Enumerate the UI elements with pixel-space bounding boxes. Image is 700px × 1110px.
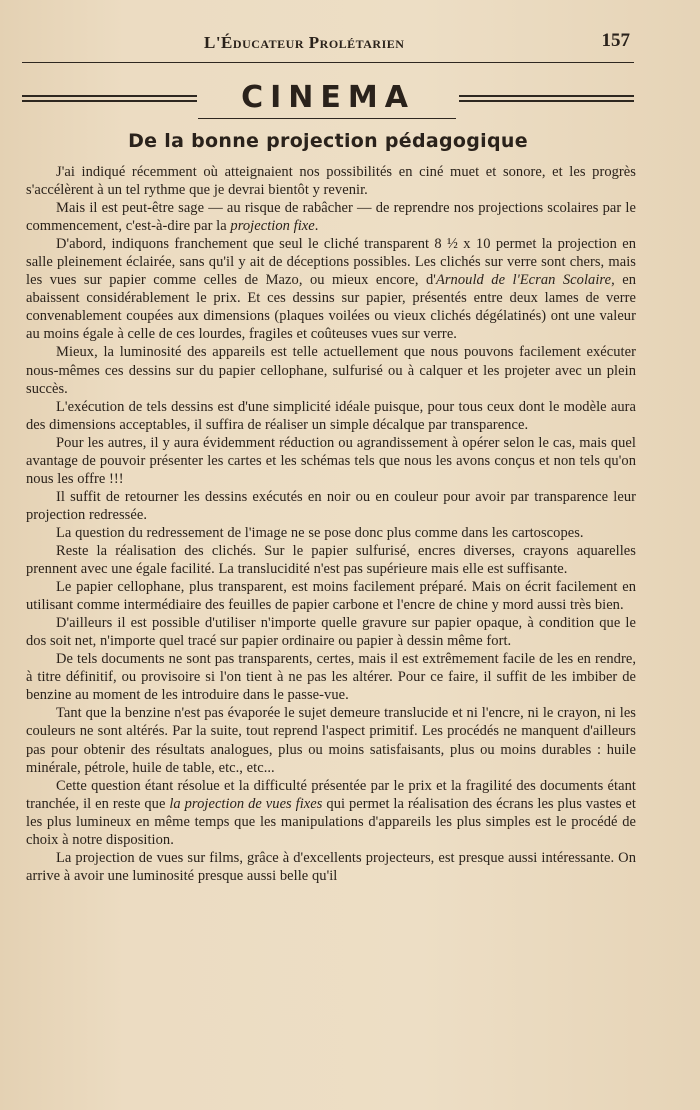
body-paragraph: D'abord, indiquons franchement que seul le cliché transparent 8 ½ x 10 permet la projection en salle pleinement éclairée, sans qu'il y ait de déceptions possibles. Les clichés sur verre sont chers, mais les vues sur papier comme celles de Mazo, ou mieux encore, d'Arnould de l'Ecran Scolaire, en abaissent considérablement le prix. Et ces dessins sur papier, présentés entre deux lames de verre convenablement coupées aux dimensions (plaques voilées ou vieux clichés dégélatinés) ont une valeur au moins égale à celle de ces lourdes, fragiles et coûteuses vues sur verre. [26,236,636,343]
body-paragraph: Tant que la benzine n'est pas évaporée le sujet demeure translucide et ni l'encre, ni le crayon, ni les couleurs ne sont altérés. Par la suite, tout reprend l'aspect primitif. Les procédés ne manquent d'ailleurs pas pour obtenir des résultats analogues, plus ou moins satisfaisants, plus ou moins durables : huile minérale, pétrole, huile de table, etc., etc... [26,705,636,776]
body-paragraph: Mieux, la luminosité des appareils est telle actuellement que nous pouvons facilement exécuter nous-mêmes ces dessins sur du papier cellophane, sulfurisé ou à calquer et les projeter avec un plein succès. [26,344,636,397]
body-paragraph: Il suffit de retourner les dessins exécutés en noir ou en couleur pour avoir par transparence leur projection redressée. [26,488,636,523]
body-paragraph: Le papier cellophane, plus transparent, est moins facilement préparé. Mais on écrit facilement en utilisant comme intermédiaire des feuilles de papier carbone et l'encre de chine y mord aussi très bien. [26,579,636,614]
body-paragraph: Mais il est peut-être sage — au risque de rabâcher — de reprendre nos projections scolaires par le commencement, c'est-à-dire par la projection fixe. [26,200,636,235]
section-heading [22,80,634,124]
body-paragraph: Pour les autres, il y aura évidemment réduction ou agrandissement à opérer selon le cas, mais quel avantage de pouvoir présenter les cartes et les schémas tels que nous les avons conçus et non tels qu'on nous les offre !!! [26,434,636,487]
body-paragraph: D'ailleurs il est possible d'utiliser n'importe quelle gravure sur papier opaque, à condition que le dos soit net, n'importe quel tracé sur papier ordinaire ou papier à dessin même fort. [26,615,636,650]
section-title: CINEMA [241,80,415,115]
body-paragraph: Cette question étant résolue et la difficulté présentée par le prix et la fragilité des documents étant tranchée, il en reste que la projection de vues fixes qui permet la réalisation des écrans les plus vastes et les plus lumineux en même temps que les manipulations d'appareils les plus simples est le procédé de choix à notre disposition. [26,777,636,848]
article-body [26,163,636,885]
body-paragraph: Reste la réalisation des clichés. Sur le papier sulfurisé, encres diverses, crayons aquarelles prennent avec une égale facilité. La translucidité n'est pas supérieure mais elle est suffisante. [26,542,636,578]
italic-text: Arnould de l'Ecran Scolaire [435,272,612,289]
title-rule-left [22,95,197,102]
body-paragraph: J'ai indiqué récemment où atteignaient nos possibilités en ciné muet et sonore, et les progrès s'accélèrent à un tel rythme que je devrai bientôt y revenir. [26,164,636,199]
italic-text: projection fixe [230,218,315,235]
title-rule-right [459,95,634,102]
body-paragraph: De tels documents ne sont pas transparents, certes, mais il est extrêmement facile de les en rendre, à titre définitif, ou provisoire si l'on tient à ne pas les altérer. Pour ce faire, il suffit de les imbiber de benzine au moment de les introduire dans le passe-vue. [26,651,636,704]
italic-text: la projection de vues fixes [169,795,323,812]
title-underline [198,118,456,119]
body-paragraph: La question du redressement de l'image ne se pose donc plus comme dans les cartoscopes. [56,524,584,541]
page-number: 157 [601,30,630,51]
body-paragraph: La projection de vues sur films, grâce à d'excellents projecteurs, est presque aussi intéressante. On arrive à avoir une luminosité presque aussi belle qu'il [26,849,636,884]
article-subtitle: De la bonne projection pédagogique [128,130,528,152]
journal-title: L'Éducateur Prolétarien [204,33,405,52]
body-paragraph: L'exécution de tels dessins est d'une simplicité idéale puisque, pour tous ceux dont le modèle aura des dimensions acceptables, il suffira de réaliser un simple décalque par transparence. [26,398,636,433]
page-header [22,30,634,58]
header-rule [22,62,634,63]
